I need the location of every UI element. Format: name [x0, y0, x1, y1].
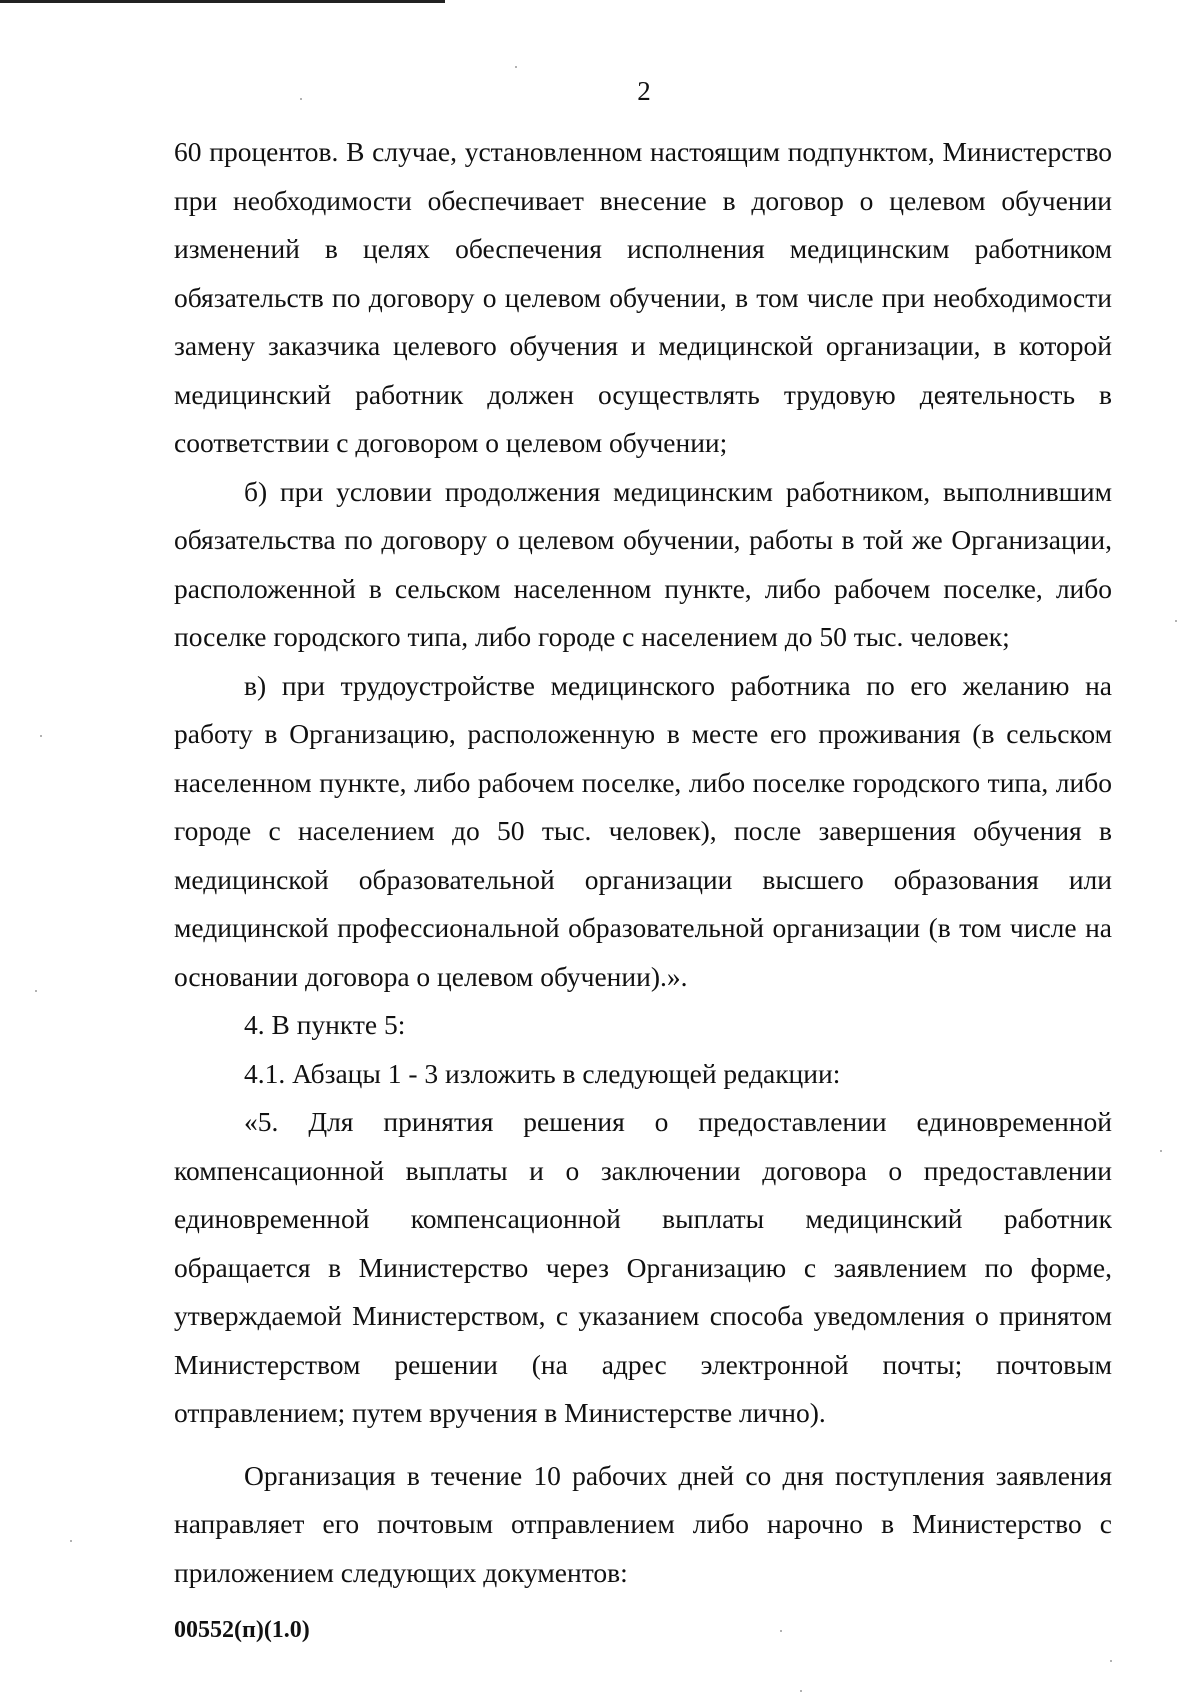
scan-speck	[515, 66, 517, 68]
page-number: 2	[637, 76, 651, 106]
paragraph-quoted-item-5: «5. Для принятия решения о предоставлении единовременной компенсационной выплаты и о заключении договора о предоставлении единовременной компенсационной выплаты медицинский работник обращается в Министерство через Организацию с заявлением по форме, утверждаемой Министерством, с указанием способа уведомления о принятом Министерством решении (на адрес электронной почты; почтовым отправлением; путем вручения в Министерстве лично).	[174, 1106, 1112, 1428]
scan-speck	[40, 735, 42, 737]
scan-speck	[1110, 1660, 1112, 1662]
scan-speck	[780, 1630, 782, 1632]
paragraph-continuation: 60 процентов. В случае, установленном настоящим подпунктом, Министерство при необходимости обеспечивает внесение в договор о целевом обучении изменений в целях обеспечения исполнения медицинским работником обязательств по договору о целевом обучении, в том числе при необходимости замену заказчика целевого обучения и медицинской организации, в которой медицинский работник должен осуществлять трудовую деятельность в соответствии с договором о целевом обучении;	[174, 136, 1112, 458]
top-border-line	[0, 0, 445, 3]
scan-speck	[35, 990, 37, 992]
scan-speck	[800, 1690, 802, 1692]
document-code: 00552(п)(1.0)	[174, 1617, 310, 1643]
paragraph-subitem-b: б) при условии продолжения медицинским работником, выполнившим обязательства по договору о целевом обучении, работы в той же Организации, расположенной в сельском населенном пункте, либо рабочем поселке, либо поселке городского типа, либо городе с населением до 50 тыс. человек;	[174, 475, 1112, 652]
paragraph-item-4: 4. В пункте 5:	[244, 1009, 406, 1040]
scan-speck	[1175, 620, 1177, 622]
scan-speck	[70, 1540, 72, 1542]
scan-speck	[1160, 1150, 1162, 1152]
document-body	[174, 128, 1112, 1597]
paragraph-organization: Организация в течение 10 рабочих дней со дня поступления заявления направляет его почтовым отправлением либо нарочно в Министерство с приложением следующих документов:	[174, 1459, 1112, 1588]
paragraph-subitem-v: в) при трудоустройстве медицинского работника по его желанию на работу в Организацию, расположенную в месте его проживания (в сельском населенном пункте, либо рабочем поселке, либо поселке городского типа, либо городе с населением до 50 тыс. человек), после завершения обучения в медицинской образовательной организации высшего образования или медицинской профессиональной образовательной организации (в том числе на основании договора о целевом обучении).».	[174, 669, 1112, 992]
scan-speck	[300, 98, 302, 100]
paragraph-item-4-1: 4.1. Абзацы 1 - 3 изложить в следующей редакции:	[244, 1057, 841, 1089]
